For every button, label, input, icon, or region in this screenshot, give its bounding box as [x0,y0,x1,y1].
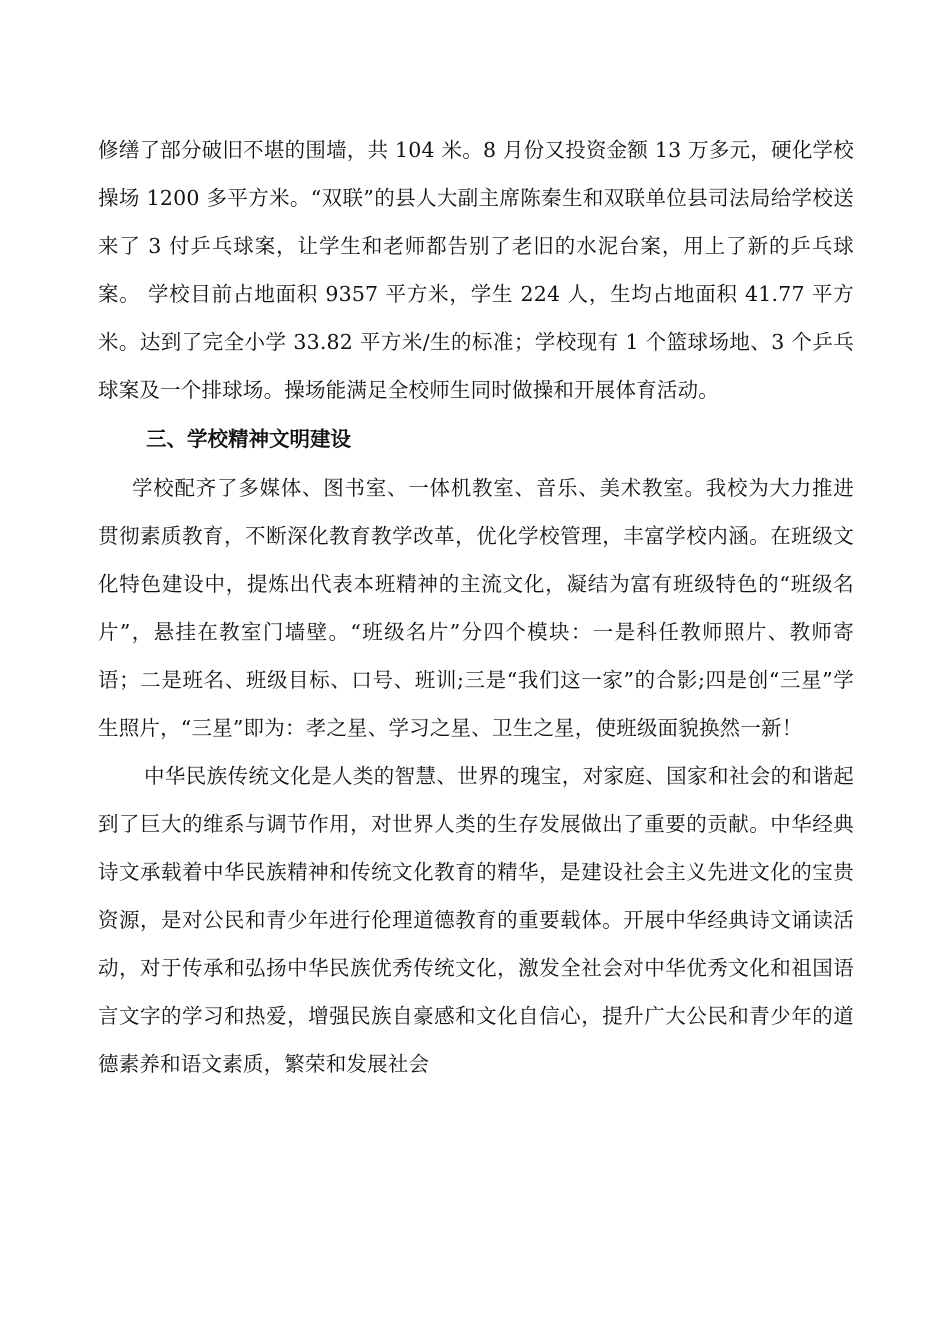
document-body [98,126,854,1088]
paragraph-class-culture: 学校配齐了多媒体、图书室、一体机教室、音乐、美术教室。我校为大力推进贯彻素质教育，不断深化教育教学改革，优化学校管理，丰富学校内涵。在班级文化特色建设中，提炼出代表本班精神的主流文化，凝结为富有班级特色的“班级名片”，悬挂在教室门墙壁。“班级名片”分四个模块：一是科任教师照片、教师寄语；二是班名、班级目标、口号、班训;三是“我们这一家”的合影;四是创“三星”学生照片，“三星”即为：孝之星、学习之星、卫生之星，使班级面貌换然一新！ [98,476,854,740]
paragraph-facilities: 修缮了部分破旧不堪的围墙，共 104 米。8 月份又投资金额 13 万多元，硬化学校操场 1200 多平方米。“双联”的县人大副主席陈秦生和双联单位县司法局给学校送来了 3 付乒乓球案，让学生和老师都告别了老旧的水泥台案，用上了新的乒乓球案。 学校目前占地面积 9357 平方米，学生 224 人，生均占地面积 41.77 平方米。达到了完全小学 33.82 平方米/生的标准；学校现有 1 个篮球场地、3 个乒乓球案及一个排球场。操场能满足全校师生同时做操和开展体育活动。 [98,138,854,402]
paragraph-traditional-culture: 中华民族传统文化是人类的智慧、世界的瑰宝，对家庭、国家和社会的和谐起到了巨大的维系与调节作用，对世界人类的生存发展做出了重要的贡献。中华经典诗文承载着中华民族精神和传统文化教育的精华，是建设社会主义先进文化的宝贵资源，是对公民和青少年进行伦理道德教育的重要载体。开展中华经典诗文诵读活动，对于传承和弘扬中华民族优秀传统文化，激发全社会对中华优秀文化和祖国语言文字的学习和热爱，增强民族自豪感和文化自信心，提升广大公民和青少年的道德素养和语文素质，繁荣和发展社会 [98,764,854,1076]
section-heading-spiritual-civilization: 三、学校精神文明建设 [146,427,351,451]
